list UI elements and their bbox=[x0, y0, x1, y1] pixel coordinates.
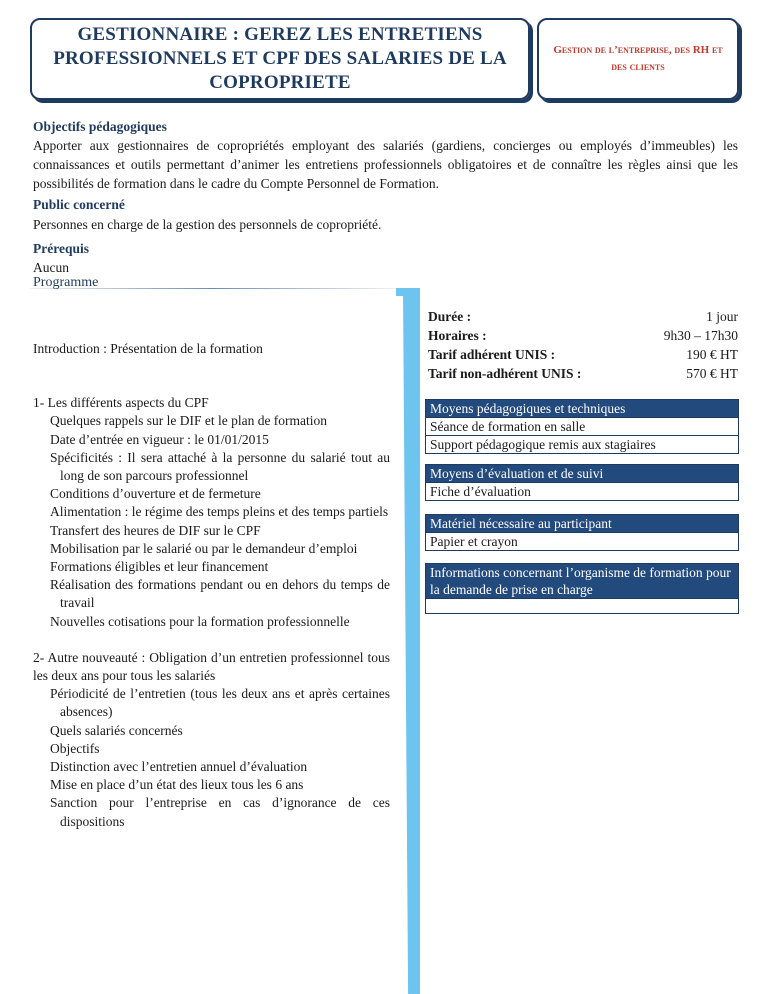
part1-item: Réalisation des formations pendant ou en dehors du temps de travail bbox=[50, 577, 390, 611]
info-label: Horaires : bbox=[428, 328, 487, 343]
part1-item: Conditions d’ouverture et de fermeture bbox=[50, 486, 261, 502]
title-box bbox=[30, 18, 530, 100]
organisme-box bbox=[425, 563, 739, 614]
organisme-title: Informations concernant l’organisme de formation pour la demande de prise en charge bbox=[426, 564, 738, 598]
materiel-line: Papier et crayon bbox=[426, 532, 738, 550]
info-row bbox=[428, 307, 738, 326]
evaluation-box bbox=[425, 464, 739, 501]
category-label: Gestion de l’entreprise, des RH et des clients bbox=[553, 44, 723, 73]
part2-item: Mise en place d’un état des lieux tous les 6 ans bbox=[50, 777, 304, 793]
info-label: Tarif non-adhérent UNIS : bbox=[428, 366, 582, 381]
part1-item: Mobilisation par le salarié ou par le demandeur d’emploi bbox=[50, 540, 358, 556]
moyens-line: Séance de formation en salle bbox=[426, 417, 738, 435]
moyens-title: Moyens pédagogiques et techniques bbox=[426, 400, 738, 417]
info-label: Tarif adhérent UNIS : bbox=[428, 347, 556, 362]
part2-item: Quels salariés concernés bbox=[50, 722, 183, 738]
public-title: Public concerné bbox=[33, 197, 125, 212]
part2-item: Sanction pour l’entreprise en cas d’ignorance de ces dispositions bbox=[50, 795, 390, 829]
programme-intro: Introduction : Présentation de la formation bbox=[33, 341, 263, 356]
page-title: GESTIONNAIRE : GEREZ LES ENTRETIENS PROFESSIONNELS ET CPF DES SALARIES DE LA COPROPRIETE bbox=[53, 24, 507, 93]
category-box bbox=[537, 18, 739, 100]
objectifs-title: Objectifs pédagogiques bbox=[33, 119, 167, 134]
info-row bbox=[428, 345, 738, 364]
info-row bbox=[428, 326, 738, 345]
moyens-line: Support pédagogique remis aux stagiaires bbox=[426, 435, 738, 453]
info-label: Durée : bbox=[428, 309, 472, 324]
part1-item: Date d’entrée en vigueur : le 01/01/2015 bbox=[50, 431, 269, 447]
part1-item: Formations éligibles et leur financement bbox=[50, 559, 269, 575]
part2-item: Distinction avec l’entretien annuel d’évaluation bbox=[50, 759, 308, 775]
prerequis-title: Prérequis bbox=[33, 241, 89, 256]
part1-item: Alimentation : le régime des temps pleins et des temps partiels bbox=[50, 504, 389, 520]
evaluation-title: Moyens d’évaluation et de suivi bbox=[426, 465, 738, 482]
evaluation-line: Fiche d’évaluation bbox=[426, 482, 738, 500]
part1-item: Nouvelles cotisations pour la formation professionnelle bbox=[50, 613, 350, 629]
objectifs-text: Apporter aux gestionnaires de copropriétés employant des salariés (gardiens, concierges ou employés d’immeubles) les connaissances et outils permettant d’animer les entretiens professionnels obligatoires et de connaître les règles ainsi que les possibilités de formation dans le cadre du Compte Personnel de Formation. bbox=[33, 138, 738, 191]
moyens-box bbox=[425, 399, 739, 454]
prerequis-text: Aucun bbox=[33, 260, 69, 275]
info-table bbox=[428, 307, 738, 383]
vertical-accent-bar bbox=[403, 288, 420, 994]
info-value: 1 jour bbox=[706, 309, 738, 324]
info-value: 9h30 – 17h30 bbox=[663, 328, 738, 343]
part1-item: Spécificités : Il sera attaché à la personne du salarié tout au long de son parcours professionnel bbox=[50, 449, 390, 484]
organisme-empty-cell bbox=[426, 598, 738, 613]
part1-title: 1- Les différents aspects du CPF bbox=[33, 395, 209, 411]
part2-title: 2- Autre nouveauté : Obligation d’un entretien professionnel tous les deux ans pour tous les salariés bbox=[33, 649, 390, 684]
materiel-box bbox=[425, 514, 739, 551]
part2-list bbox=[33, 685, 390, 831]
info-value: 190 € HT bbox=[686, 347, 738, 362]
programme-content bbox=[33, 340, 390, 831]
info-value: 570 € HT bbox=[686, 366, 738, 381]
part1-item: Transfert des heures de DIF sur le CPF bbox=[50, 522, 261, 538]
programme-title: Programme bbox=[33, 275, 99, 290]
info-row bbox=[428, 364, 738, 383]
part2-item: Périodicité de l’entretien (tous les deux ans et après certaines absences) bbox=[50, 686, 390, 720]
part1-list bbox=[33, 412, 390, 630]
part1-item: Quelques rappels sur le DIF et le plan de formation bbox=[50, 413, 328, 429]
materiel-title: Matériel nécessaire au participant bbox=[426, 515, 738, 532]
part2-item: Objectifs bbox=[50, 740, 100, 756]
public-text: Personnes en charge de la gestion des personnels de copropriété. bbox=[33, 217, 382, 232]
